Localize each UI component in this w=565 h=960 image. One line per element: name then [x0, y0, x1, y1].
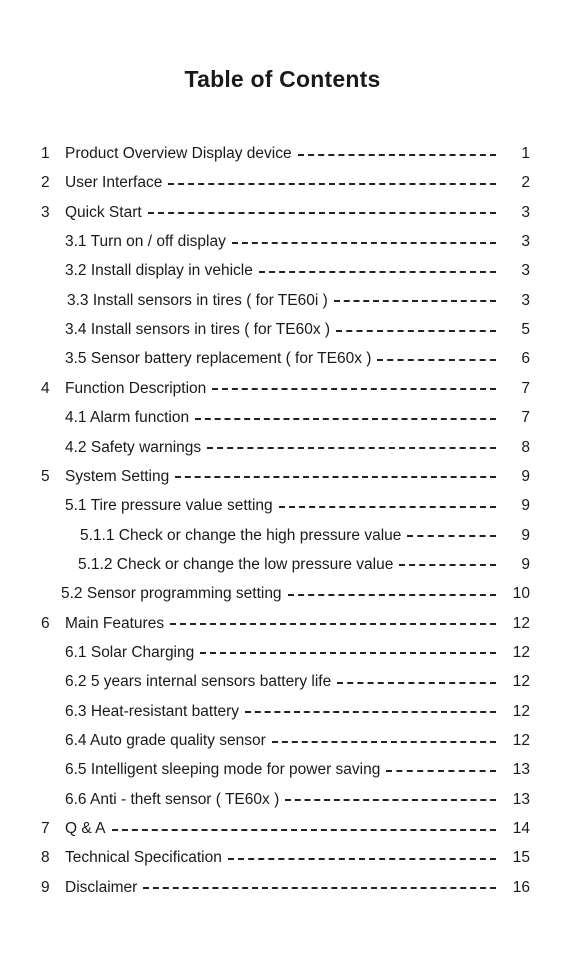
- toc-entry-page-number: 9: [521, 526, 530, 544]
- toc-entry-title: Disclaimer: [65, 878, 138, 896]
- toc-entry-number: 9: [41, 878, 50, 896]
- toc-entry[interactable]: [0, 344, 565, 373]
- toc-entry-page-number: 16: [512, 878, 530, 896]
- toc-entry-title: Technical Specification: [65, 849, 222, 867]
- toc-entry[interactable]: [0, 286, 565, 315]
- dot-leader: [112, 829, 497, 831]
- toc-entry-title: 6.3 Heat-resistant battery: [65, 702, 240, 720]
- toc-entry-title: User Interface: [65, 174, 163, 192]
- toc-entry-title: 5.1.1 Check or change the high pressure value: [80, 526, 402, 544]
- dot-leader: [143, 887, 496, 889]
- dot-leader: [272, 741, 496, 743]
- toc-entry-page-number: 12: [512, 702, 530, 720]
- toc-entry[interactable]: [0, 521, 565, 550]
- toc-entry[interactable]: [0, 726, 565, 755]
- toc-entry-number: 5: [41, 467, 50, 485]
- dot-leader: [407, 535, 496, 537]
- dot-leader: [212, 388, 496, 390]
- dot-leader: [279, 506, 496, 508]
- toc-entry[interactable]: [0, 433, 565, 462]
- toc-entry-number: 2: [41, 174, 50, 192]
- dot-leader: [207, 447, 496, 449]
- toc-entry-number: 3: [41, 203, 50, 221]
- toc-entry-page-number: 3: [521, 291, 530, 309]
- toc-entry-page-number: 12: [512, 673, 530, 691]
- toc-entry[interactable]: [0, 814, 565, 843]
- toc-entry-page-number: 9: [521, 467, 530, 485]
- dot-leader: [259, 271, 496, 273]
- toc-entry-title: 4.1 Alarm function: [65, 409, 190, 427]
- toc-entry-number: 1: [41, 145, 50, 162]
- toc-entry-page-number: 12: [512, 643, 530, 661]
- toc-entry[interactable]: [0, 609, 565, 638]
- dot-leader: [195, 418, 496, 420]
- toc-entry-number: 7: [41, 820, 50, 838]
- toc-entry-title: 3.1 Turn on / off display: [65, 233, 226, 251]
- toc-entry-title: System Setting: [65, 467, 170, 485]
- toc-entry-page-number: 5: [521, 321, 530, 339]
- dot-leader: [285, 799, 496, 801]
- dot-leader: [377, 359, 496, 361]
- toc-entry-title: Q & A: [65, 820, 106, 838]
- toc-entry-title: 3.5 Sensor battery replacement ( for TE60x ): [65, 350, 372, 368]
- toc-entry[interactable]: [0, 873, 565, 902]
- toc-entry-title: Product Overview Display device: [65, 145, 292, 162]
- dot-leader: [288, 594, 496, 596]
- toc-entry-number: 8: [41, 849, 50, 867]
- toc-entry[interactable]: [0, 256, 565, 285]
- toc-entry-page-number: 9: [521, 555, 530, 573]
- toc-entry-title: 6.4 Auto grade quality sensor: [65, 732, 266, 749]
- toc-entry-page-number: 2: [521, 174, 530, 192]
- toc-entry-page-number: 9: [521, 497, 530, 515]
- toc-entry-page-number: 3: [521, 203, 530, 221]
- dot-leader: [399, 564, 496, 566]
- toc-entry-page-number: 7: [521, 379, 530, 397]
- toc-entry-number: 4: [41, 379, 50, 397]
- toc-entry-number: 6: [41, 614, 50, 632]
- dot-leader: [200, 652, 496, 654]
- toc-entry[interactable]: [0, 843, 565, 872]
- toc-entry[interactable]: [0, 403, 565, 432]
- toc-entry[interactable]: [0, 491, 565, 520]
- toc-entry-title: Function Description: [65, 379, 207, 397]
- toc-entry-title: 3.3 Install sensors in tires ( for TE60i ): [67, 291, 328, 309]
- dot-leader: [337, 682, 496, 684]
- toc-entry-title: 3.4 Install sensors in tires ( for TE60x ): [65, 321, 331, 339]
- dot-leader: [170, 623, 496, 625]
- toc-entry-page-number: 13: [512, 790, 530, 808]
- toc-entry[interactable]: [0, 697, 565, 726]
- toc-entry[interactable]: [0, 315, 565, 344]
- dot-leader: [148, 212, 496, 214]
- toc-entry-page-number: 3: [521, 262, 530, 280]
- dot-leader: [168, 183, 496, 185]
- dot-leader: [336, 330, 496, 332]
- toc-entry-page-number: 14: [512, 820, 530, 838]
- toc-entry-page-number: 12: [512, 732, 530, 749]
- toc-entry[interactable]: [0, 374, 565, 403]
- dot-leader: [228, 858, 496, 860]
- toc-entry-page-number: 15: [512, 849, 530, 867]
- dot-leader: [232, 242, 496, 244]
- page-title: Table of Contents: [184, 66, 381, 92]
- toc-entry[interactable]: [0, 785, 565, 814]
- toc-entry-title: 6.6 Anti - theft sensor ( TE60x ): [65, 790, 280, 808]
- toc-entry[interactable]: [0, 462, 565, 491]
- dot-leader: [245, 711, 496, 713]
- toc-entry[interactable]: [0, 168, 565, 197]
- toc-entry[interactable]: [0, 139, 565, 168]
- toc-entry-title: 5.1.2 Check or change the low pressure value: [78, 555, 394, 573]
- toc-entry-title: Quick Start: [65, 203, 142, 221]
- toc-entry-page-number: 6: [521, 350, 530, 368]
- toc-entry-title: 6.2 5 years internal sensors battery life: [65, 673, 332, 691]
- toc-entry-page-number: 3: [521, 233, 530, 251]
- toc-entry-title: 6.5 Intelligent sleeping mode for power saving: [65, 761, 381, 779]
- toc-entry-page-number: 10: [512, 585, 530, 603]
- toc-entry[interactable]: [0, 550, 565, 579]
- dot-leader: [298, 154, 496, 156]
- toc-entry[interactable]: [0, 667, 565, 696]
- toc-entry-page-number: 7: [521, 409, 530, 427]
- toc-entry-page-number: 8: [521, 438, 530, 456]
- toc-entry-page-number: 12: [512, 614, 530, 632]
- toc-entry-title: 3.2 Install display in vehicle: [65, 262, 253, 280]
- toc-entry[interactable]: [0, 638, 565, 667]
- toc-entry[interactable]: [0, 579, 565, 608]
- toc-entry-title: 6.1 Solar Charging: [65, 643, 195, 661]
- dot-leader: [334, 300, 496, 302]
- toc-entry[interactable]: [0, 198, 565, 227]
- toc-entry-page-number: 1: [521, 145, 530, 162]
- toc-entry-page-number: 13: [512, 761, 530, 779]
- toc-entry[interactable]: [0, 755, 565, 784]
- toc-entry-title: 5.1 Tire pressure value setting: [65, 497, 273, 515]
- toc-entry-title: 4.2 Safety warnings: [65, 438, 202, 456]
- toc-entry[interactable]: [0, 227, 565, 256]
- dot-leader: [175, 476, 496, 478]
- toc-entry-title: 5.2 Sensor programming setting: [61, 585, 282, 603]
- toc-entry-title: Main Features: [65, 614, 165, 632]
- dot-leader: [386, 770, 496, 772]
